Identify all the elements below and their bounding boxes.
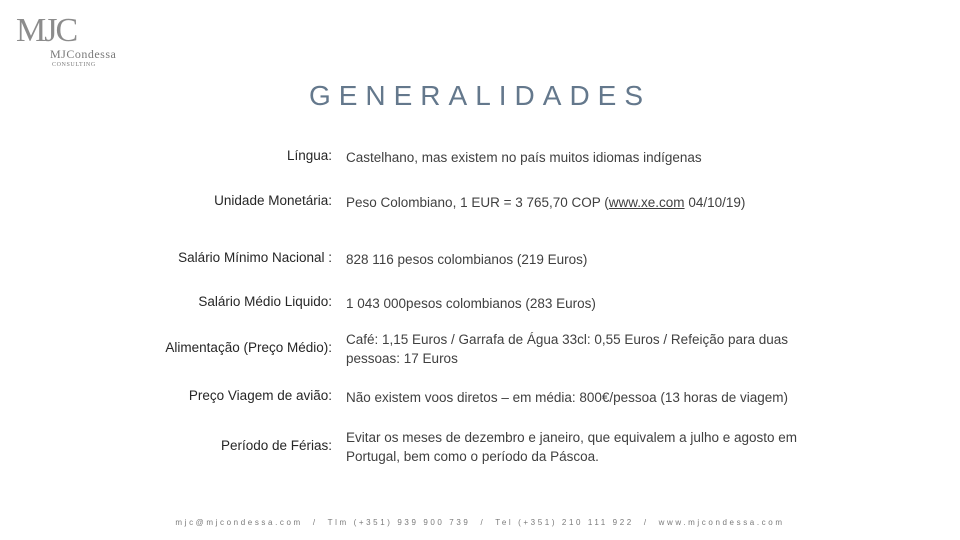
row-label: Salário Médio Liquido: <box>198 294 332 309</box>
row-value <box>346 193 836 212</box>
footer-website[interactable]: www.mjcondessa.com <box>658 518 785 527</box>
row-value: Não existem voos diretos – em média: 800€/pessoa (13 horas de viagem) <box>346 390 788 405</box>
footer-phone: Tel (+351) 210 111 922 <box>495 518 634 527</box>
row-label: Alimentação (Preço Médio): <box>165 340 332 355</box>
page-title: GENERALIDADES <box>308 80 652 111</box>
row-label: Unidade Monetária: <box>214 193 332 208</box>
logo-brand-name: MJCondessa <box>50 47 117 61</box>
row-value-text: Peso Colombiano, 1 EUR = 3 765,70 COP ( <box>346 195 609 210</box>
footer-separator: / <box>312 518 318 527</box>
company-logo <box>16 14 126 74</box>
logo-monogram: MJC <box>16 12 77 49</box>
row-value: Castelhano, mas existem no país muitos idiomas indígenas <box>346 150 702 165</box>
footer-contact <box>0 518 960 527</box>
row-value-text-end: 04/10/19) <box>684 195 746 210</box>
row-label: Período de Férias: <box>220 438 332 453</box>
row-value: Evitar os meses de dezembro e janeiro, que equivalem a julho e agosto em Portugal, bem como o período da Páscoa. <box>346 430 798 464</box>
footer-mobile: Tlm (+351) 939 900 739 <box>327 518 471 527</box>
row-value: 1 043 000pesos colombianos (283 Euros) <box>346 296 596 311</box>
logo-subtitle: CONSULTING <box>52 62 96 68</box>
footer-separator: / <box>643 518 649 527</box>
xe-link[interactable]: www.xe.com <box>608 195 685 210</box>
footer-email[interactable]: mjc@mjcondessa.com <box>175 518 303 527</box>
row-value: Café: 1,15 Euros / Garrafa de Água 33cl: 0,55 Euros / Refeição para duas pessoas: 17 Euros <box>346 332 789 366</box>
footer-separator: / <box>480 518 486 527</box>
row-label: Língua: <box>286 148 332 163</box>
row-label: Salário Mínimo Nacional : <box>178 250 332 265</box>
row-label: Preço Viagem de avião: <box>188 388 332 403</box>
row-value: 828 116 pesos colombianos (219 Euros) <box>346 252 588 267</box>
